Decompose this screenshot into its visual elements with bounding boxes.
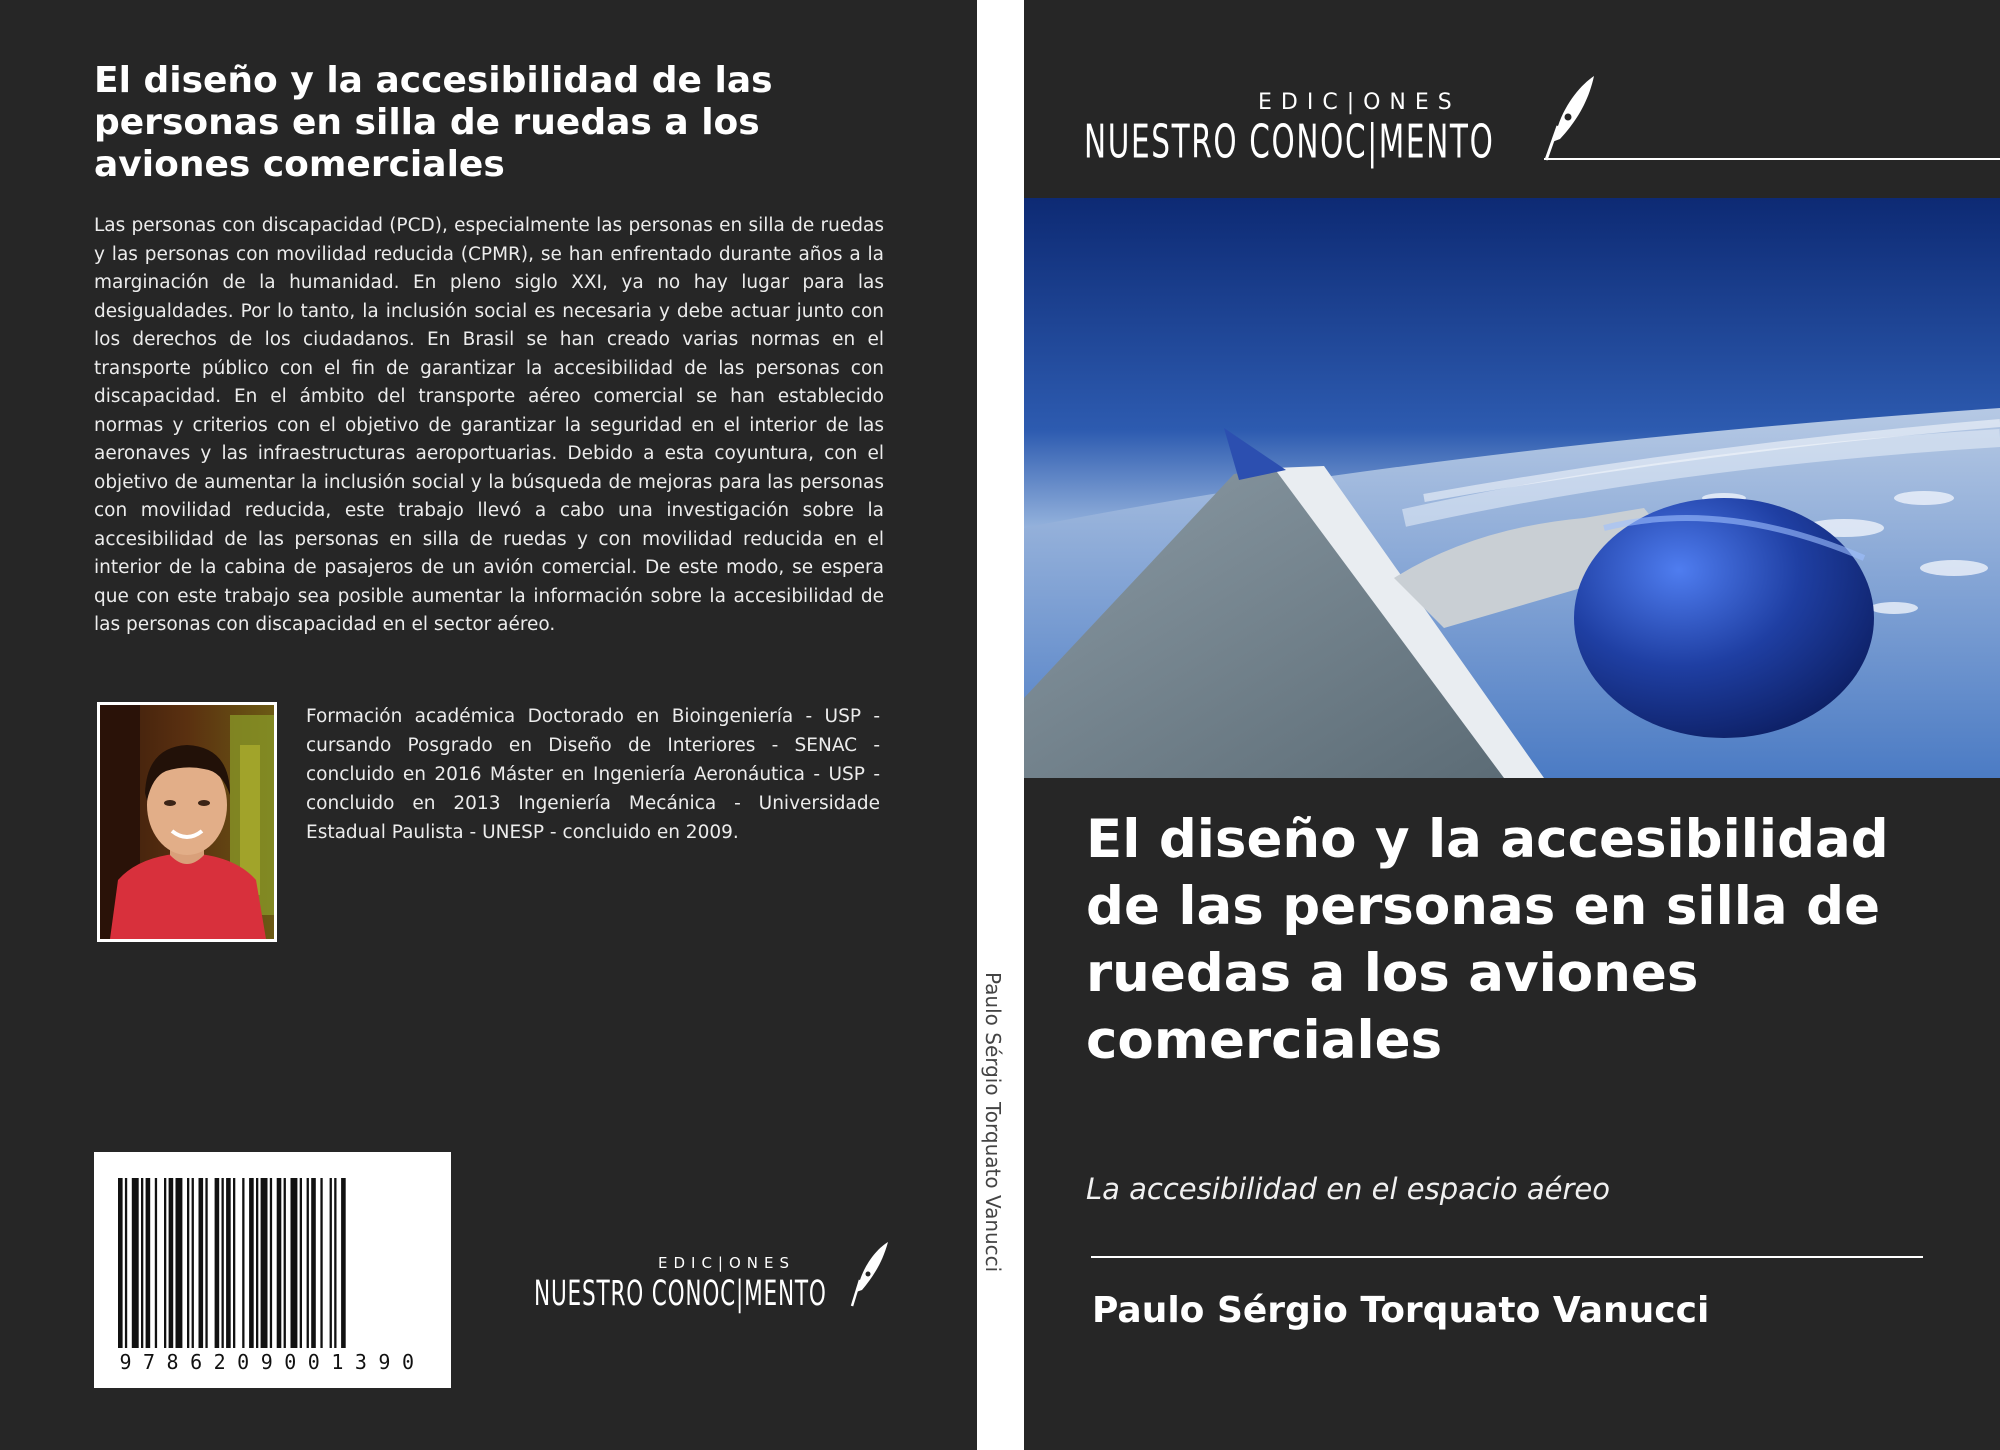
- publisher-line-2: NUESTRO CONOC|MENTO: [534, 1274, 827, 1315]
- airplane-wing-image: [1024, 198, 2000, 778]
- publisher-line-1: EDIC|ONES: [1258, 90, 1461, 115]
- pen-nib-icon: [1540, 72, 1600, 166]
- front-cover-subtitle: La accesibilidad en el espacio aéreo: [1086, 1172, 1610, 1206]
- publisher-logo-back: [530, 1240, 900, 1320]
- divider-line: [1091, 1256, 1923, 1258]
- isbn-digits: 9786209001390: [119, 1350, 426, 1374]
- author-portrait-image: [100, 705, 274, 939]
- author-photo: [97, 702, 277, 942]
- isbn-barcode: [94, 1152, 451, 1388]
- back-cover: [0, 0, 977, 1450]
- back-cover-title: El diseño y la accesibilidad de las personas en silla de ruedas a los aviones comerciales: [94, 60, 773, 185]
- airplane-wing-photo: [1024, 198, 2000, 778]
- front-cover-title: El diseño y la accesibilidad de las personas en silla de ruedas a los aviones comerciales: [1086, 809, 1889, 1071]
- front-cover: [1024, 0, 2000, 1450]
- spine-author: Paulo Sérgio Torquato Vanucci: [981, 972, 1005, 1273]
- author-biography: Formación académica Doctorado en Bioingeniería - USP - cursando Posgrado en Diseño de Interiores - SENAC - concluido en 2016 Máster en Ingeniería Aeronáutica - USP - concluido en 2013 Ingeniería Mecánica - Universidade Estadual Paulista - UNESP - concluido en 2009.: [306, 706, 880, 843]
- front-cover-author: Paulo Sérgio Torquato Vanucci: [1092, 1290, 1710, 1331]
- publisher-logo-front: [1082, 70, 2000, 170]
- pen-nib-icon: [848, 1240, 892, 1310]
- logo-underline: [1544, 158, 2000, 160]
- back-cover-synopsis: Las personas con discapacidad (PCD), especialmente las personas en silla de ruedas y las personas con movilidad reducida (CPMR), se han enfrentado durante años a la marginación de la humanidad. En pleno siglo XXI, ya no hay lugar para las desigualdades. Por lo tanto, la inclusión social es necesaria y debe actuar junto con los derechos de los ciudadanos. En Brasil se han creado varias normas en el transporte público con el fin de garantizar la accesibilidad de las personas con discapacidad. En el ámbito del transporte aéreo comercial se han establecido normas y criterios con el objetivo de garantizar la seguridad en el interior de las aeronaves y las infraestructuras aeroportuarias. Debido a esta coyuntura, con el objetivo de aumentar la inclusión social y la búsqueda de mejoras para las personas con movilidad reducida, este trabajo llevó a cabo una investigación sobre la accesibilidad de las personas en silla de ruedas y con movilidad reducida en el interior de la cabina de pasajeros de un avión comercial. De este modo, se espera que con este trabajo sea posible aumentar la información sobre la accesibilidad de las personas con discapacidad en el sector aéreo.: [94, 215, 884, 635]
- publisher-line-2: NUESTRO CONOC|MENTO: [1084, 116, 1495, 169]
- publisher-line-1: EDIC|ONES: [658, 1254, 796, 1272]
